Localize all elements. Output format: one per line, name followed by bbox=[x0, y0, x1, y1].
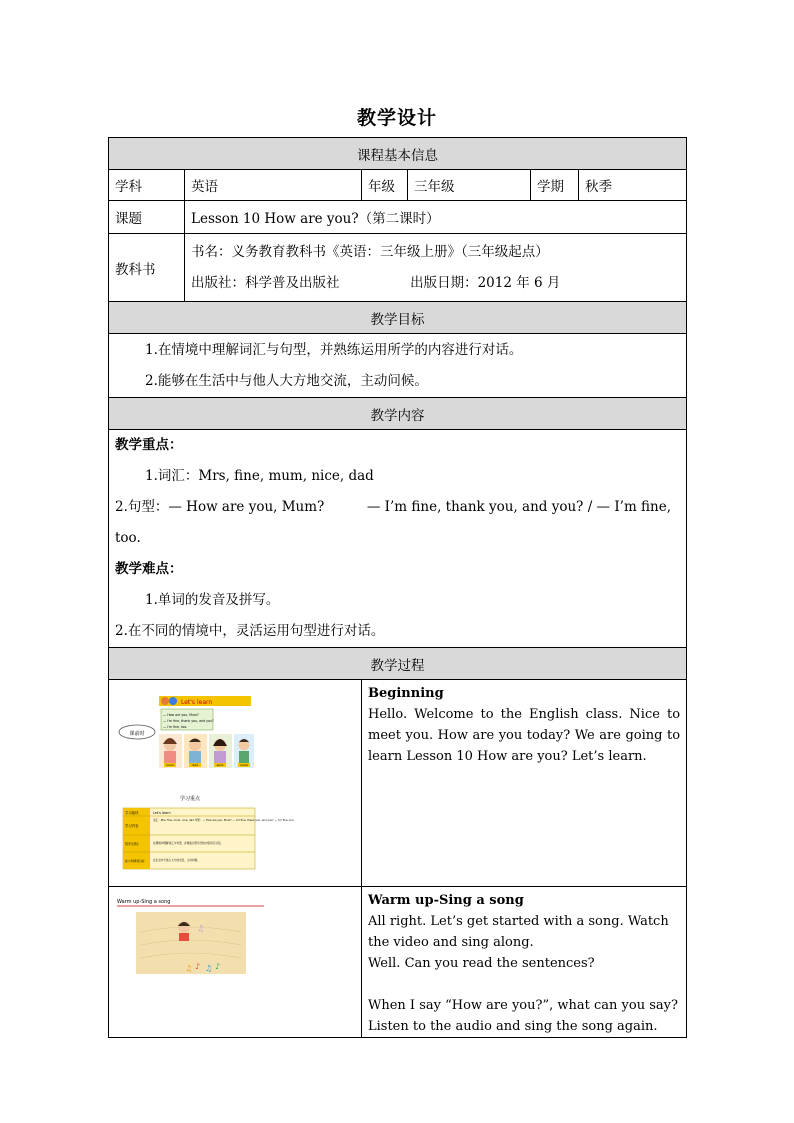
banner-kid-icon bbox=[161, 697, 169, 705]
subject-value: 英语 bbox=[185, 170, 362, 201]
slide-table-key-3: 知识目标 bbox=[125, 842, 139, 846]
textbook-label: 教科书 bbox=[109, 234, 185, 302]
lesson-plan-table bbox=[108, 137, 687, 1038]
svg-text:♫: ♫ bbox=[185, 964, 193, 973]
svg-text:♫: ♫ bbox=[205, 964, 213, 973]
key-point-sentences bbox=[115, 492, 680, 554]
textbook-value bbox=[185, 234, 687, 302]
slide-key-table bbox=[123, 808, 294, 869]
content-cell bbox=[109, 430, 687, 648]
warmup-slide-image bbox=[109, 887, 271, 987]
beginning-slide-cell bbox=[109, 680, 362, 887]
warmup-text-cell bbox=[362, 887, 687, 1038]
key-point-sentence-b: — I’m fine, thank you, and you? / — I’m fine, too. bbox=[115, 499, 672, 546]
warmup-slide-caption: Warm up-Sing a song bbox=[117, 899, 171, 905]
warmup-line-4: When I say “How are you?”, what can you say? bbox=[368, 998, 678, 1013]
slide-table-title: 学习重点 bbox=[179, 796, 201, 802]
goal-item-1: 1.在情境中理解词汇与句型，并熟练运用所学的内容进行对话。 bbox=[145, 341, 523, 358]
textbook-publisher-line bbox=[191, 268, 680, 299]
key-point-vocab: 1.词汇：Mrs, fine, mum, nice, dad bbox=[145, 468, 374, 484]
grade-label: 年级 bbox=[362, 170, 408, 201]
difficulty-1: 1.单词的发音及拼写。 bbox=[145, 592, 280, 608]
section-process: 教学过程 bbox=[109, 648, 687, 680]
bubble-label-text: 课前时 bbox=[129, 731, 145, 737]
warmup-heading: Warm up-Sing a song bbox=[368, 893, 524, 908]
banner-kid-icon-2 bbox=[169, 697, 177, 705]
document-title: 教学设计 bbox=[356, 107, 437, 129]
beginning-slide-image bbox=[109, 680, 295, 880]
slide-banner-text: Let's learn bbox=[181, 699, 213, 706]
topic-value: Lesson 10 How are you?（第二课时） bbox=[185, 201, 687, 234]
slide-table-key-4: 能力和情感目标 bbox=[125, 859, 145, 863]
name-tag-uncle: uncle bbox=[239, 763, 249, 767]
textbook-publisher: 出版社：科学普及出版社 bbox=[191, 274, 340, 291]
warmup-blank-line bbox=[368, 974, 680, 995]
slide-speech-line-2: — I'm fine, thank you, and you? bbox=[163, 719, 214, 723]
section-content: 教学内容 bbox=[109, 398, 687, 430]
beginning-heading: Beginning bbox=[368, 686, 444, 701]
subject-label: 学科 bbox=[109, 170, 185, 201]
grade-value: 三年级 bbox=[408, 170, 531, 201]
section-basic-info: 课程基本信息 bbox=[109, 138, 687, 170]
slide-table-val-1: Let's learn bbox=[153, 811, 171, 815]
key-points-title: 教学重点： bbox=[115, 437, 183, 453]
goals-cell bbox=[109, 334, 687, 398]
slide-speech-line-1: — How are you, Mum? bbox=[163, 713, 199, 717]
singing-kid-illustration bbox=[178, 921, 190, 941]
slide-table-val-3: 在情境中理解词汇与句型，并熟练运用所学的内容进行对话。 bbox=[153, 842, 224, 845]
textbook-book-line: 书名：义务教育教科书《英语：三年级上册》（三年级起点） bbox=[191, 243, 549, 260]
beginning-text-cell bbox=[362, 680, 687, 887]
term-label: 学期 bbox=[531, 170, 579, 201]
name-tag-dad: dad bbox=[192, 763, 198, 767]
warmup-slide-cell bbox=[109, 887, 362, 1038]
svg-text:♫: ♫ bbox=[197, 924, 205, 933]
section-goals: 教学目标 bbox=[109, 302, 687, 334]
svg-text:♪: ♪ bbox=[215, 962, 221, 971]
beginning-paragraph: Hello. Welcome to the English class. Nice to meet you. How are you today? We are going to learn Lesson 10 How are you? Let’s learn. bbox=[368, 707, 681, 764]
key-point-sentence-a: 2.句型：— How are you, Mum? bbox=[115, 499, 325, 515]
topic-label: 课题 bbox=[109, 201, 185, 234]
svg-text:♪: ♪ bbox=[195, 962, 201, 971]
warmup-line-5: Listen to the audio and sing the song again. bbox=[368, 1019, 658, 1034]
slide-speech-line-3: — I'm fine, too. bbox=[163, 725, 188, 729]
warmup-line-2: Well. Can you read the sentences? bbox=[368, 956, 595, 971]
slide-table-key-2: 学习内容 bbox=[125, 824, 139, 828]
name-tag-mum: mum bbox=[166, 763, 174, 767]
slide-table-val-2: 词汇：Mrs, fine, mum, nice, dad 句型：— How are you, Mum? — I'm fine, thank you, and you? — I'm fine, too. bbox=[153, 819, 295, 822]
term-value: 秋季 bbox=[579, 170, 687, 201]
goal-item-2: 2.能够在生活中与他人大方地交流，主动问候。 bbox=[145, 372, 428, 389]
difficulty-2: 2.在不同的情境中，灵活运用句型进行对话。 bbox=[115, 623, 385, 639]
slide-table-key-1: 学习板块 bbox=[125, 811, 139, 815]
name-tag-aunt: aunt bbox=[216, 763, 224, 767]
slide-table-val-4: 在生活中与他人大方地交流，主动问候。 bbox=[153, 859, 200, 862]
textbook-pubdate: 出版日期：2012 年 6 月 bbox=[410, 274, 561, 291]
warmup-line-1: All right. Let’s get started with a song. Watch the video and sing along. bbox=[368, 914, 669, 950]
difficulties-title: 教学难点： bbox=[115, 561, 183, 577]
